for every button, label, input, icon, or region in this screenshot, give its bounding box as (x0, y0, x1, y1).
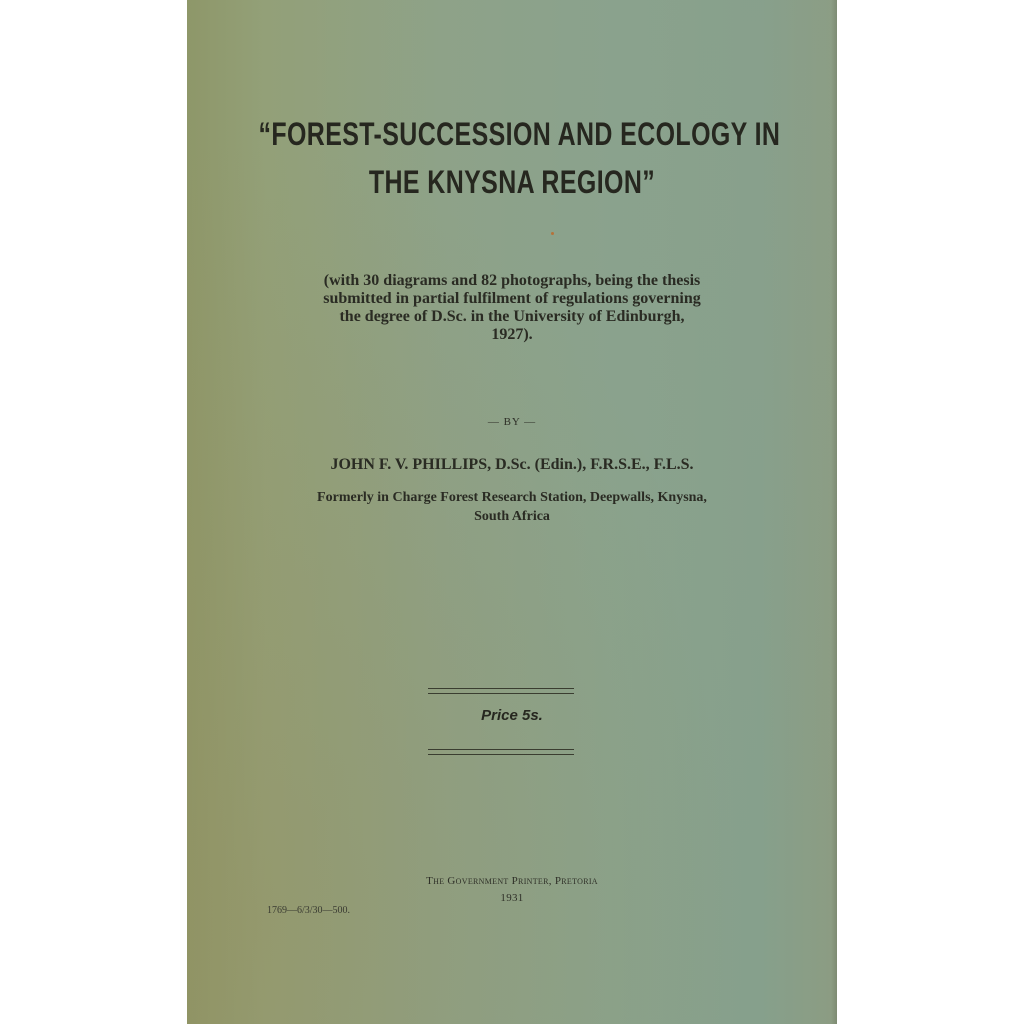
subtitle-line-1: (with 30 diagrams and 82 photographs, being the thesis (323, 272, 701, 289)
price-label: Price 5s. (481, 707, 543, 724)
price-rule-bottom (428, 749, 574, 755)
cover-subtitle (252, 272, 772, 344)
subtitle-line-3: the degree of D.Sc. in the University of Edinburgh, (339, 308, 685, 325)
price-rule-top (428, 688, 574, 694)
ink-speck (551, 232, 554, 235)
book-cover (187, 0, 837, 1024)
title-line-1: “FOREST-SUCCESSION AND ECOLOGY IN (258, 116, 781, 152)
affiliation-line-1: Formerly in Charge Forest Research Station, Deepwalls, Knysna, (317, 490, 707, 505)
subtitle-line-2: submitted in partial fulfilment of regulations governing (323, 290, 701, 307)
by-label: — BY — (487, 416, 537, 428)
cover-title (258, 110, 781, 206)
affiliation-line-2: South Africa (474, 509, 550, 524)
printer-imprint (187, 873, 837, 907)
printer-name: The Government Printer, Pretoria (426, 875, 598, 887)
author-name: JOHN F. V. PHILLIPS, D.Sc. (Edin.), F.R.S.E., F.L.S. (330, 456, 694, 473)
title-line-2: THE KNYSNA REGION” (368, 164, 656, 200)
print-year: 1931 (500, 892, 524, 904)
print-code: 1769—6/3/30—500. (267, 905, 351, 916)
author-affiliation (217, 488, 807, 526)
subtitle-line-4: 1927). (491, 326, 533, 343)
